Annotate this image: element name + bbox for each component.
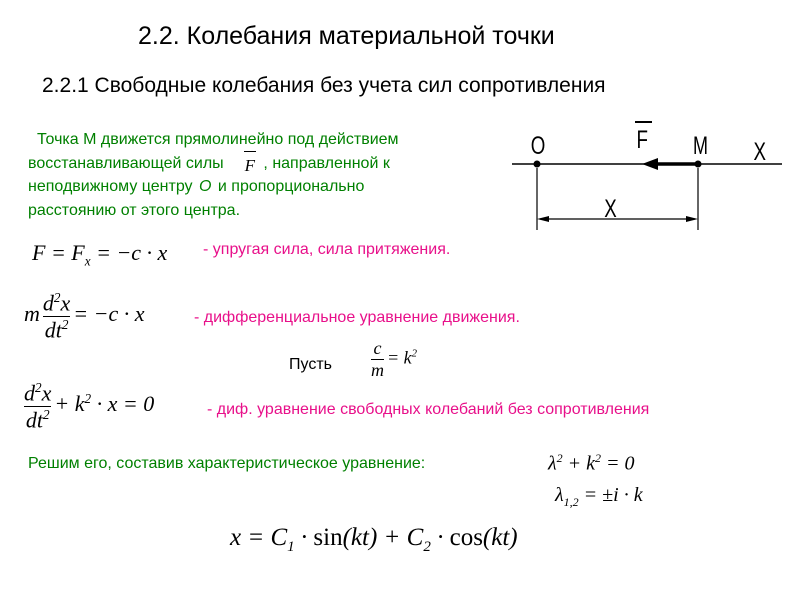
center-o-symbol: O: [199, 178, 212, 195]
paragraph-line-2-end: , направленной к: [263, 155, 390, 172]
dimension-arrow-right: [686, 216, 698, 222]
let-label: Пусть: [289, 356, 332, 373]
paragraph-line-4: расстоянию от этого центра.: [28, 202, 241, 219]
equation-substitution: $\frac{c}{m}$ = $k^2$: [371, 338, 418, 380]
characteristic-roots: $\lambda_{1,2} = \pm i \cdot k$: [555, 484, 643, 509]
label-f: F: [636, 125, 648, 154]
equation-elastic-force-description: - упругая сила, сила притяжения.: [203, 241, 451, 258]
force-arrow-head: [642, 158, 658, 170]
general-solution: $x = C_1 \cdot \sin(kt) + C_2 \cdot \cos(kt)$: [230, 524, 518, 555]
equation-elastic-force: $F = F_x = -c \cdot x$: [32, 240, 168, 269]
paragraph-line-2-start: восстанавливающей силы: [28, 155, 224, 172]
point-o: [534, 161, 541, 168]
label-o: O: [530, 131, 546, 160]
dimension-arrow-left: [537, 216, 549, 222]
paragraph-line-3-start: неподвижному центру: [28, 178, 193, 195]
solve-text: Решим его, составив характеристическое уравнение:: [28, 455, 426, 472]
point-m: [695, 161, 702, 168]
characteristic-equation: $\lambda^2 + k^2 = 0$: [548, 451, 635, 475]
force-vector-symbol: [241, 155, 259, 176]
paragraph-line-1: Точка М движется прямолинейно под действием: [37, 131, 399, 148]
equation-motion-description: - дифференциальное уравнение движения.: [194, 309, 520, 326]
paragraph-line-2: [28, 152, 390, 174]
label-x-axis: X: [753, 137, 767, 166]
page-title: 2.2. Колебания материальной точки: [138, 22, 555, 50]
label-m: M: [692, 131, 708, 160]
equation-free-oscillation: $\frac{d^2x}{dt^2}$ + $k^2 \cdot x = 0$: [24, 380, 155, 432]
force-symbol-letter: F: [244, 156, 255, 175]
equation-free-oscillation-description: - диф. уравнение свободных колебаний без сопротивления: [207, 401, 650, 418]
paragraph-line-3-end: и пропорционально: [217, 178, 365, 195]
paragraph-line-3: [28, 176, 364, 197]
motion-diagram: [500, 110, 790, 240]
label-x-dimension: X: [604, 194, 617, 223]
equation-motion: m $\frac{d^2x}{dt^2}$ = −c · x: [24, 290, 145, 342]
section-subtitle: 2.2.1 Свободные колебания без учета сил сопротивления: [42, 74, 606, 97]
